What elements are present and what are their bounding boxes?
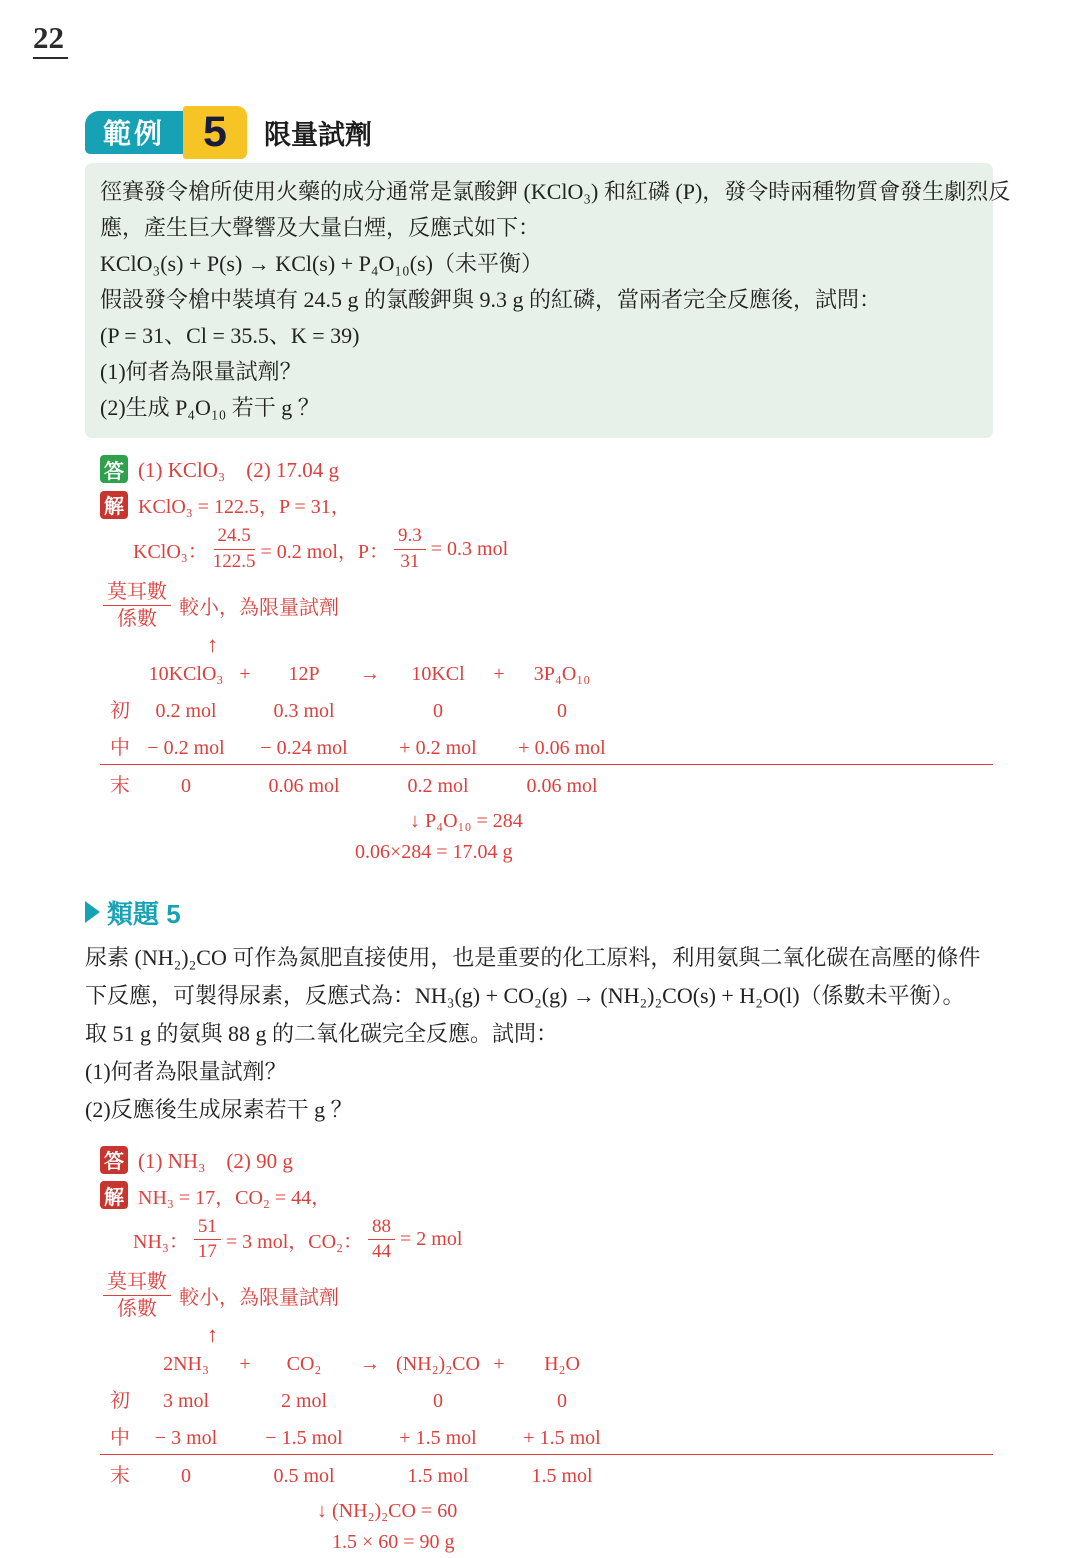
fraction [368, 1216, 395, 1265]
equation-row [100, 659, 993, 690]
example-title: 限量試劑 [264, 119, 372, 150]
problem-line: 假設發令槍中裝填有 24.5 g 的氯酸鉀與 9.3 g 的紅磷，當兩者完全反應後，試問： [100, 287, 882, 312]
cell: 3 mol [162, 1390, 210, 1413]
practice-title: 類題 5 [107, 898, 181, 929]
fraction-denominator: 係數 [117, 607, 157, 630]
ratio-text: 較小，為限量試劑 [179, 1287, 339, 1310]
table-row-change [100, 727, 993, 765]
species: 12P [288, 662, 320, 685]
table-row-final [100, 765, 993, 802]
fraction [394, 525, 426, 574]
cell: 1.5 mol [407, 1465, 469, 1488]
mole-calculation-line [85, 1216, 993, 1265]
triangle-marker-icon [85, 901, 100, 923]
answer-badge: 答 [100, 455, 128, 483]
molar-mass-note: ↓ (NH₂)₂CO = 60 [317, 1500, 458, 1523]
calc-pre: NH₃： [133, 1231, 189, 1254]
cell: + 0.2 mol [399, 736, 477, 759]
cell: − 3 mol [154, 1427, 218, 1450]
molar-mass-note: ↓ P₄O₁₀ = 284 [410, 809, 523, 832]
example-problem-box [85, 163, 1011, 438]
row-label: 末 [110, 774, 130, 797]
cell: 0 [557, 699, 567, 722]
solution-text: NH₃ = 17，CO₂ = 44， [138, 1186, 332, 1209]
problem-line: (2)反應後生成尿素若干 g ？ [85, 1096, 353, 1122]
practice-problem [85, 939, 993, 1129]
solution-line [85, 1181, 993, 1210]
fraction-numerator: 88 [368, 1216, 395, 1241]
calc-post: = 2 mol [400, 1228, 463, 1251]
plus-sign: + [493, 1353, 505, 1376]
answer-text: (1) NH₃ (2) 90 g [138, 1148, 293, 1173]
answer-text: (1) KClO₃ (2) 17.04 g [138, 458, 339, 482]
up-arrow-icon: ↑ [207, 631, 218, 657]
species: 2NH₃ [163, 1353, 209, 1376]
example-number: 5 [183, 106, 247, 159]
cell: − 0.2 mol [147, 736, 225, 759]
fraction [213, 525, 256, 574]
mass-result-note: 1.5 × 60 = 90 g [332, 1531, 455, 1554]
table-row-initial [100, 690, 993, 727]
mole-ratio-line [85, 580, 993, 631]
fraction-numerator: 莫耳數 [103, 580, 171, 606]
cell: 0 [433, 1390, 443, 1413]
example-answer-line [85, 454, 993, 484]
problem-line: (2)生成 P₄O₁₀ 若干 g ？ [100, 395, 320, 420]
calc-pre: KClO₃： [133, 540, 208, 563]
fraction-denominator: 係數 [117, 1298, 157, 1321]
species: CO₂ [286, 1353, 322, 1376]
example-solution [85, 490, 993, 864]
reaction-table [100, 1349, 993, 1492]
cell: 0.2 mol [155, 699, 217, 722]
cell: 0 [181, 1465, 191, 1488]
ratio-fraction [103, 580, 171, 631]
table-row-final [100, 1455, 993, 1492]
fraction-denominator: 17 [197, 1241, 217, 1263]
calc-post: = 0.3 mol [430, 537, 509, 560]
table-row-change [100, 1417, 993, 1455]
cell: − 0.24 mol [260, 736, 348, 759]
mass-result-note: 0.06×284 = 17.04 g [355, 840, 513, 863]
arrow-sign: → [360, 1353, 380, 1376]
fraction-numerator: 莫耳數 [103, 1270, 171, 1296]
problem-line: (1)何者為限量試劑？ [100, 359, 302, 384]
row-label: 中 [110, 736, 130, 759]
species: 3P₄O₁₀ [533, 662, 591, 685]
problem-line: (P = 31、Cl = 35.5、K = 39) [100, 323, 360, 348]
problem-line: (1)何者為限量試劑？ [85, 1058, 287, 1084]
ratio-fraction [103, 1270, 171, 1321]
page-content [85, 104, 1011, 1554]
calc-mid: = 3 mol，CO₂： [225, 1231, 364, 1254]
arrow-sign: → [360, 662, 380, 685]
row-label: 末 [110, 1465, 130, 1488]
table-row-initial [100, 1380, 993, 1417]
cell: + 1.5 mol [523, 1427, 601, 1450]
plus-sign: + [239, 1353, 251, 1376]
mole-ratio-line [85, 1270, 993, 1321]
cell: 0.06 mol [526, 774, 598, 797]
calc-mid: = 0.2 mol，P： [260, 540, 390, 563]
equation-row [100, 1349, 993, 1380]
fraction-numerator: 24.5 [214, 525, 255, 550]
cell: 0.5 mol [273, 1465, 335, 1488]
fraction-denominator: 122.5 [212, 550, 256, 572]
cell: 0 [557, 1390, 567, 1413]
example-badge: 範例 [85, 111, 183, 154]
cell: − 1.5 mol [265, 1427, 343, 1450]
plus-sign: + [493, 662, 505, 685]
practice-solution [85, 1181, 993, 1555]
cell: 0.2 mol [407, 774, 469, 797]
cell: 0 [433, 699, 443, 722]
row-label: 中 [110, 1427, 130, 1450]
cell: 1.5 mol [531, 1465, 593, 1488]
reaction-table [100, 659, 993, 802]
row-label: 初 [110, 1390, 130, 1413]
cell: + 0.06 mol [518, 736, 606, 759]
problem-line: 取 51 g 的氨與 88 g 的二氧化碳完全反應。試問： [85, 1020, 559, 1046]
example-header [85, 104, 993, 160]
solution-line [85, 490, 993, 519]
fraction-numerator: 51 [194, 1216, 221, 1241]
species: (NH₂)₂CO [396, 1353, 480, 1376]
solution-badge: 解 [100, 1181, 128, 1209]
fraction-denominator: 44 [372, 1241, 392, 1263]
fraction-denominator: 31 [400, 550, 420, 572]
problem-line: 下反應，可製得尿素，反應式為：NH₃(g) + CO₂(g) → (NH₂)₂CO(s) + H₂O(l)（係數未平衡）。 [85, 982, 965, 1008]
plus-sign: + [239, 662, 251, 685]
answer-badge: 答 [100, 1146, 128, 1174]
problem-line: 徑賽發令槍所使用火藥的成分通常是氯酸鉀 (KClO₃) 和紅磷 (P)，發令時兩種物質會發生劇烈反 [100, 179, 1011, 204]
problem-line: 尿素 (NH₂)₂CO 可作為氮肥直接使用，也是重要的化工原料，利用氨與二氧化碳在高壓的條件 [85, 944, 981, 970]
species: 10KCl [411, 662, 465, 685]
cell: + 1.5 mol [399, 1427, 477, 1450]
problem-line: 應，產生巨大聲響及大量白煙，反應式如下： [100, 215, 541, 240]
solution-text: KClO₃ = 122.5，P = 31， [138, 496, 351, 518]
mole-calculation-line [85, 525, 993, 574]
cell: 2 mol [280, 1390, 328, 1413]
row-label: 初 [110, 699, 130, 722]
species: 10KClO₃ [148, 662, 224, 685]
cell: 0 [181, 774, 191, 797]
page-number: 22 [33, 20, 68, 59]
practice-header [85, 894, 993, 931]
solution-badge: 解 [100, 491, 128, 519]
fraction [194, 1216, 221, 1265]
fraction-numerator: 9.3 [394, 525, 426, 550]
ratio-text: 較小，為限量試劑 [179, 596, 339, 619]
problem-line: KClO₃(s) + P(s) → KCl(s) + P₄O₁₀(s)（未平衡） [100, 251, 543, 276]
up-arrow-icon: ↑ [207, 1322, 218, 1348]
cell: 0.06 mol [268, 774, 340, 797]
practice-answer-line [85, 1145, 993, 1175]
species: H₂O [544, 1353, 580, 1376]
cell: 0.3 mol [273, 699, 335, 722]
